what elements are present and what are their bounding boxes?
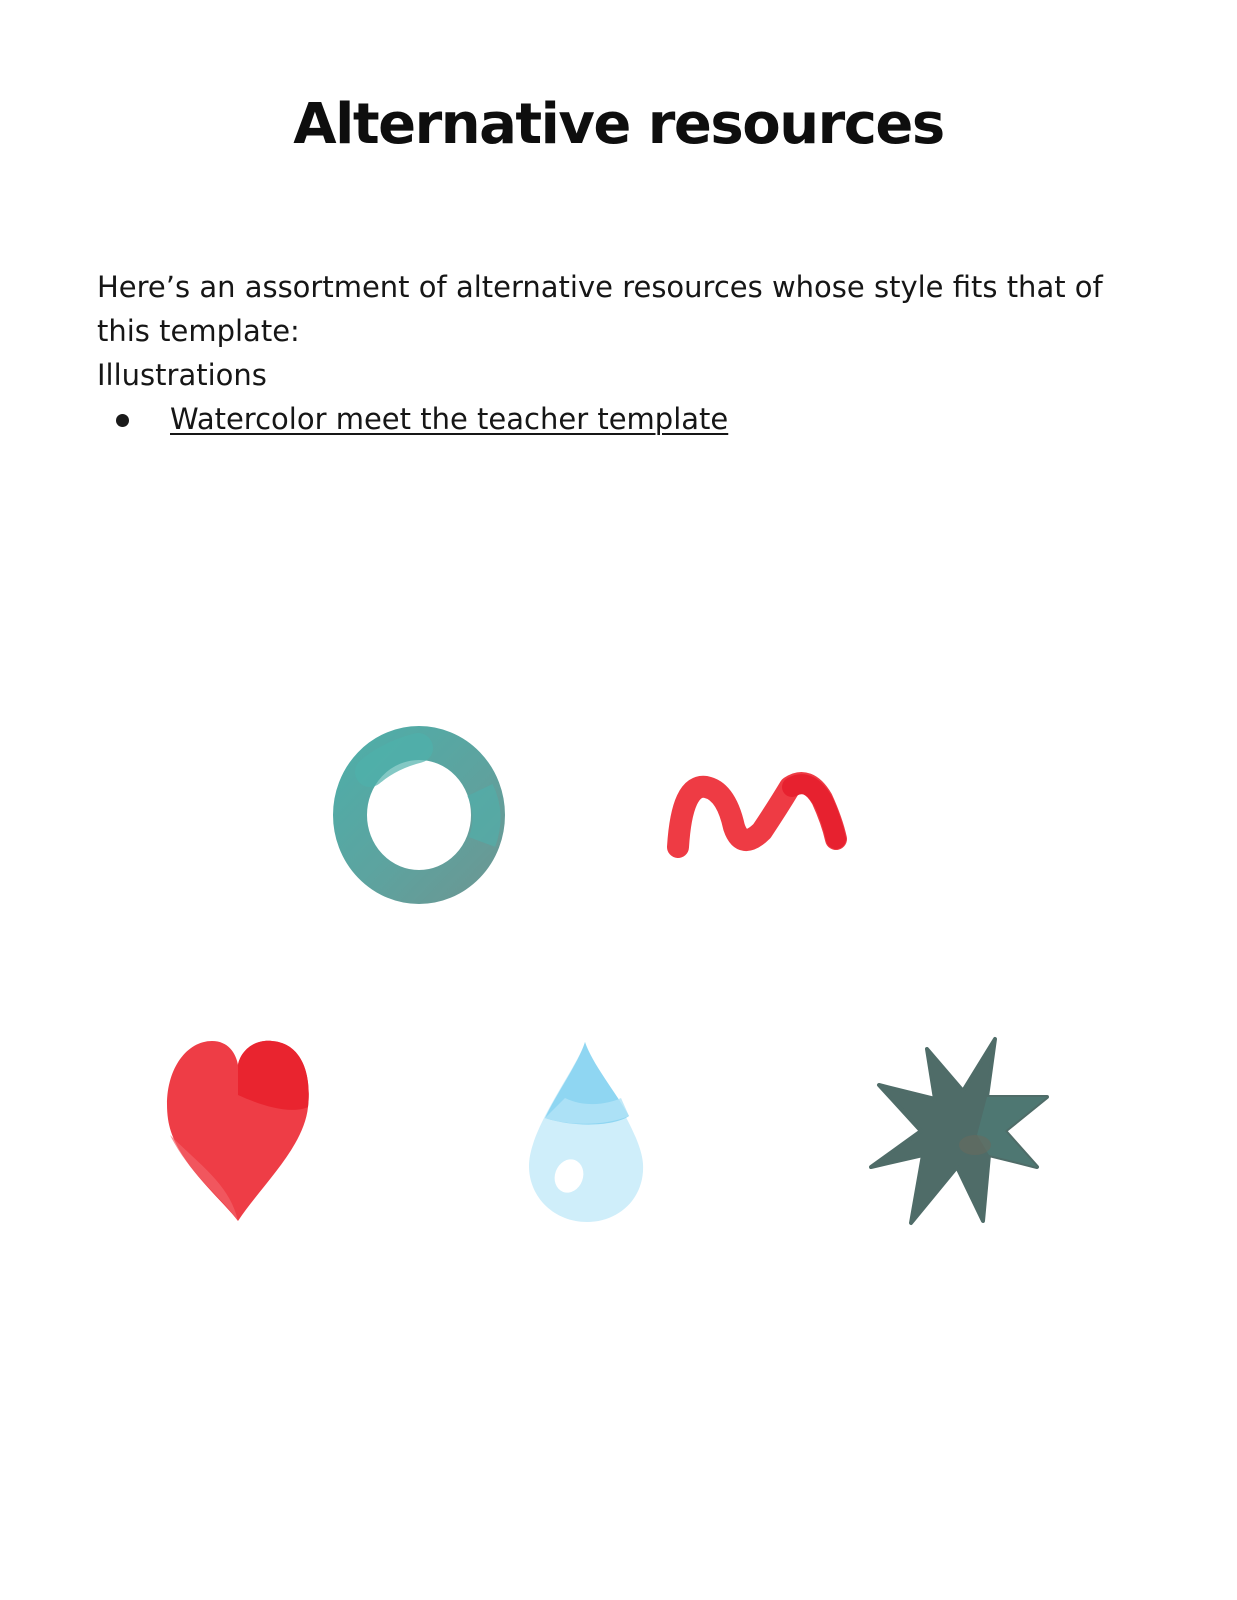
page-title: Alternative resources (293, 92, 944, 157)
resource-list (97, 397, 728, 441)
star-burst-icon (865, 1035, 1055, 1230)
bullet-icon (116, 414, 129, 427)
intro-text: Here’s an assortment of alternative resources whose style fits that of this template: (97, 270, 1103, 348)
water-drop-icon (525, 1038, 650, 1228)
resource-link[interactable]: Watercolor meet the teacher template (170, 402, 729, 436)
ring-icon (330, 720, 510, 910)
list-item (97, 397, 728, 441)
section-label: Illustrations (97, 358, 267, 392)
heart-icon (160, 1035, 315, 1227)
squiggle-icon (660, 765, 855, 865)
